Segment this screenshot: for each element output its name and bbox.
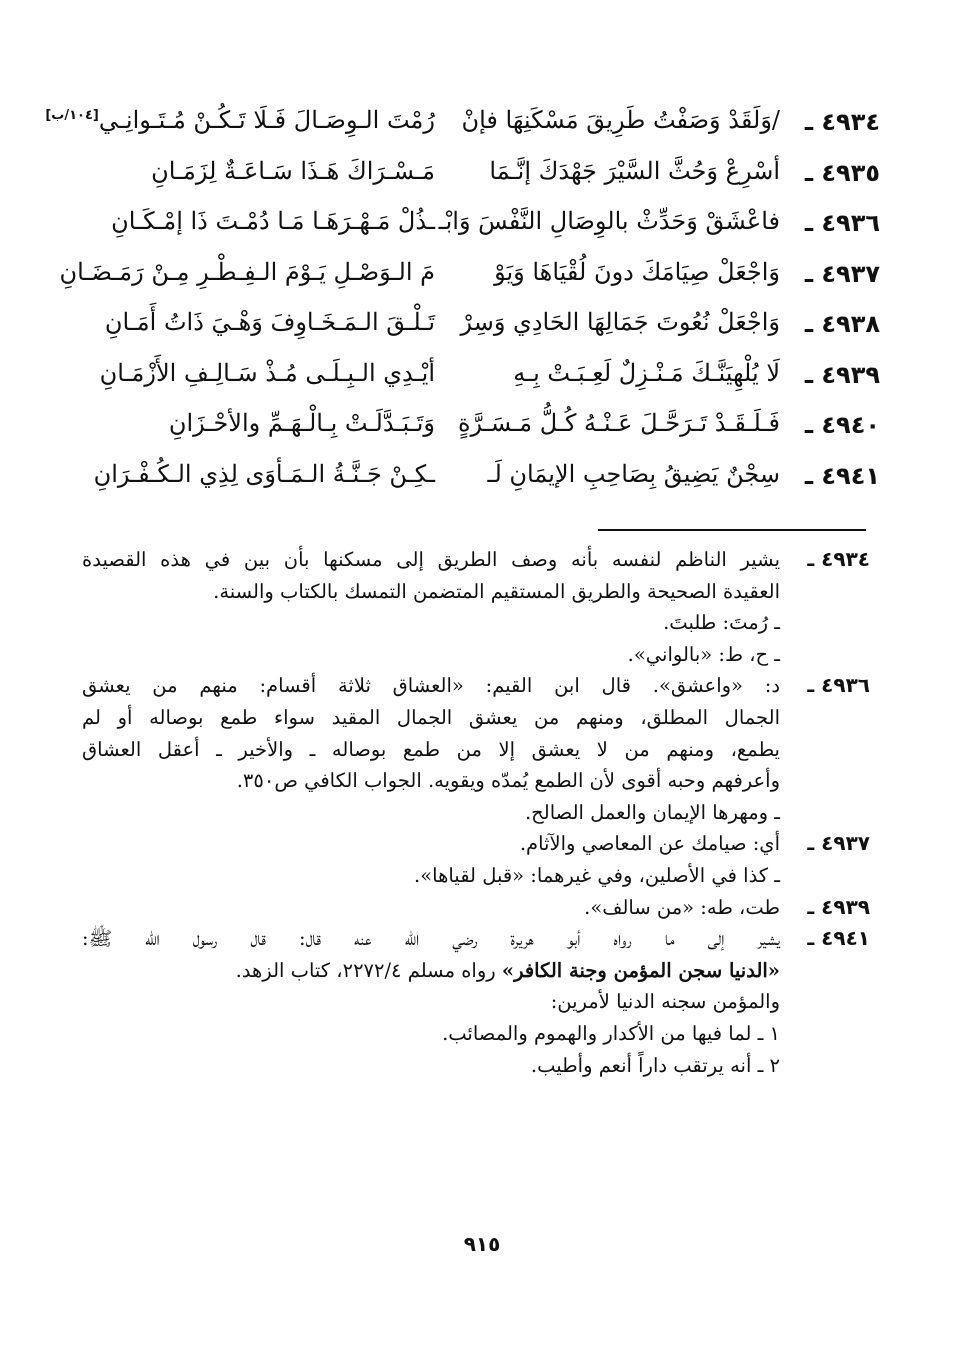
footnote-line: يطمع، ومنهم من لا يعشق إلا من طمع بوصاله ـ والأخير ـ أعقل العشاق [82, 737, 780, 761]
verse-number: ٤٩٣٨ ـ [804, 310, 880, 338]
verse-number: ٤٩٤١ ـ [804, 461, 880, 490]
verse-number: ٤٩٣٧ ـ [804, 259, 880, 288]
footnote-number: ٤٩٣٧ ـ [807, 831, 870, 856]
footnote-4941 [82, 923, 870, 1081]
footnote-4939 [82, 892, 870, 924]
footnote-line: ـ كذا في الأصلين، وفي غيرهما: «قبل لقياها». [414, 863, 780, 887]
verse-second-hemistich: أيْـدِي الـبِـلَـى مُـذْ سَـالِـفِ الأَزْمَـانِ [99, 358, 435, 387]
manuscript-folio-marker: [١٠٤/ب] [45, 108, 99, 123]
footnote-line: ـ رُمتَ: طلبتَ. [663, 611, 780, 635]
footnote-line: ٢ ـ أنه يرتقب داراً أنعم وأطيب. [530, 1053, 780, 1077]
footnote-4937 [82, 828, 870, 891]
verse-first-hemistich: فَـلَـقَـدْ تَـرَحَّـلَ عَـنْـهُ كُـلُّ مَـسَـرَّةٍ [457, 409, 780, 437]
verse-second-hemistich: ـذُلْ مَـهْـرَهَـا مَـا دُمْـتَ ذَا إمْـكَـانِ [111, 207, 435, 235]
verse-first-hemistich: فاعْشَقْ وَحَدِّثْ بالوِصَالِ النَّفْسَ وَابْـ [438, 207, 780, 235]
verse-number: ٤٩٣٩ ـ [804, 360, 880, 389]
footnote-number: ٤٩٣٤ ـ [807, 547, 870, 571]
footnote-line: ـ ومهرها الإيمان والعمل الصالح. [524, 800, 780, 824]
footnote-line: أي: صيامك عن المعاصي والآثام. [519, 832, 780, 856]
footnote-line: الجمال المطلق، ومنهم من يعشق الجمال المقيد سواء طمع بوصاله أو لم [82, 705, 780, 729]
verse-first-hemistich: /وَلَقَدْ وَصَفْتُ طَرِيقَ مَسْكَنِهَا فإنْ [461, 106, 780, 134]
verse-row [60, 155, 880, 206]
verse-number: ٤٩٣٥ ـ [804, 158, 880, 187]
verse-number: ٤٩٣٦ ـ [804, 209, 880, 237]
footnote-line: العقيدة الصحيحة والطريق المستقيم المتضمن التمسك بالكتاب والسنة. [213, 579, 780, 603]
verse-row [60, 357, 880, 408]
footnote-separator [598, 529, 866, 531]
footnote-line: د: «واعشق». قال ابن القيم: «العشاق ثلاثة أقسام: منهم من يعشق [82, 674, 780, 698]
verse-first-hemistich: لَا يُلْهِيَنَّـكَ مَـنْـزِلٌ لَعِـبَـتْ بِـهِ [513, 358, 780, 387]
page-number: ٩١٥ [463, 1232, 501, 1256]
verse-second-text: رُمْتَ الـوِصَـالَ فَـلَا تَـكُـنْ مُـتَـوانِـي [98, 106, 435, 134]
verse-row [45, 104, 880, 155]
footnote-line: وأعرفهم وحبه أقوى لأن الطمع يُمدّه ويقويه. الجواب الكافي ص٣٥٠. [236, 769, 780, 793]
verse-first-hemistich: أسْرِعْ وَحُثَّ السَّيْرَ جَهْدَكَ إنَّـمَا [489, 156, 780, 185]
footnote-number: ٤٩٣٦ ـ [807, 673, 870, 698]
verse-row [60, 407, 880, 458]
verse-second-hemistich: ـكِـنْ جَـنَّـةُ الـمَـأوَى لِذِي الـكُـفْـرَانِ [93, 459, 435, 488]
verse-row [60, 458, 880, 509]
footnote-line [82, 955, 780, 987]
verse-second-hemistich: مَ الـوَصْـلِ يَـوْمَ الـفِـطْـرِ مِـنْ رَمَـضَـانِ [59, 257, 435, 286]
verse-second-hemistich [45, 106, 435, 134]
footnote-line: والمؤمن سجنه الدنيا لأمرين: [550, 990, 780, 1014]
verse-number: ٤٩٣٤ ـ [804, 108, 880, 136]
footnote-number: ٤٩٤١ ـ [807, 926, 870, 951]
hadith-quote: «الدنيا سجن المؤمن وجنة الكافر» [501, 958, 780, 982]
verse-row [60, 205, 880, 256]
footnote-4934 [82, 544, 870, 670]
footnote-line: يشير إلى ما رواه أبو هريرة رضي الله عنه قال: قال رسول الله ﷺ: [82, 927, 780, 951]
hadith-source: رواه مسلم ٢٢٧٢/٤، كتاب الزهد. [235, 958, 502, 982]
footnote-line: ـ ح، ط: «بالواني». [627, 642, 780, 666]
poem-verses [45, 104, 880, 508]
verse-row [60, 306, 880, 357]
footnote-number: ٤٩٣٩ ـ [807, 894, 870, 919]
footnote-line: ١ ـ لما فيها من الأكدار والهموم والمصائب. [442, 1021, 780, 1045]
verse-first-hemistich: وَاجْعَلْ نُعُوتَ جَمَالِهَا الحَادِي وَسِرْ [460, 308, 780, 336]
verse-number: ٤٩٤٠ ـ [804, 411, 880, 439]
verse-row [60, 256, 880, 307]
footnote-line: طت، طه: «من سالف». [584, 895, 780, 919]
footnote-4936 [82, 670, 870, 828]
verse-second-hemistich: مَـسْـرَاكَ هَـذَا سَـاعَـةٌ لِزَمَـانِ [151, 156, 435, 185]
footnotes [82, 544, 870, 1081]
verse-second-hemistich: تَـلْـقَ الـمَـخَـاوِفَ وَهْـيَ ذَاتُ أَمَـانِ [104, 308, 435, 336]
verse-second-hemistich: وَتَـبَـدَّلَـتْ بِـالْـهَـمِّ والأحْـزَانِ [168, 409, 435, 437]
verse-first-hemistich: وَاجْعَلْ صِيَامَكَ دونَ لُقْيَاهَا وَيَوْ [494, 257, 780, 286]
footnote-line: يشير الناظم لنفسه بأنه وصف الطريق إلى مسكنها بأن بين في هذه القصيدة [82, 548, 780, 571]
verse-first-hemistich: سِجْنٌ يَضِيقُ بِصَاحِبِ الإيمَانِ لَـ [487, 459, 780, 488]
